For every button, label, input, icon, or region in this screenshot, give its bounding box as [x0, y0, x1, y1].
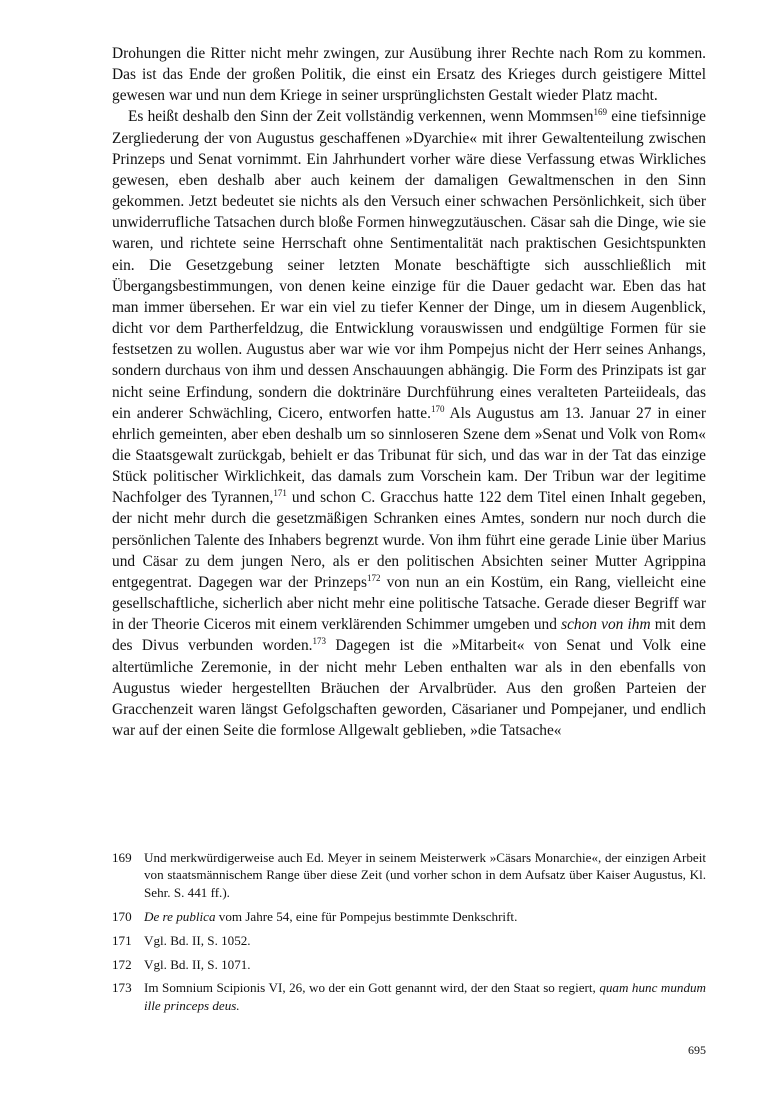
paragraph: Es heißt deshalb den Sinn der Zeit vollständig verkennen, wenn Mommsen$^{169}$ eine tiefsinnige Zergliederung der von Augustus geschaffenen »Dyarchie« mit ihrer Gewaltenteilung zwischen Prinzeps und Senat vornimmt. Ein Jahrhundert vorher wäre diese Verfassung etwas Wirkliches gewesen, eben deshalb aber auch keinem der damaligen Gewaltmenschen in den Sinn gekommen. Jetzt bedeutet sie nichts als den Versuch einer schwachen Persönlichkeit, sich über unwiderrufliche Tatsachen durch bloße Formen hinwegzutäuschen. Cäsar sah die Dinge, wie sie waren, und richtete seine Herrschaft ohne Sentimentalität nach praktischen Gesichtspunkten ein. Die Gesetzgebung seiner letzten Monate beschäftigte sich ausschließlich mit Übergangsbestimmungen, von denen keine einzige für die Dauer gedacht war. Eben das hat man immer übersehen. Er war ein viel zu tiefer Kenner der Dinge, um in diesem Augenblick, dicht vor dem Partherfeldzug, die Entwicklung vorauswissen und endgültige Formen für sie festsetzen zu wollen. Augustus aber war wie vor ihm Pompejus nicht der Herr seines Anhangs, sondern durchaus von ihm und dessen Anschauungen abhängig. Die Form des Prinzipats ist gar nicht seine Erfindung, sondern die doktrinäre Durchführung eines veralteten Parteiideals, das ein anderer Schwächling, Cicero, entworfen hatte.$^{170}$ Als Augustus am 13. Januar 27 in einer ehrlich gemeinten, aber eben deshalb um so sinnloseren Szene dem »Senat und Volk von Rom« die Staatsgewalt zurückgab, behielt er das Tribunat für sich, und das war in der Tat das einzige Stück politischer Wirklichkeit, das damals zum Vorschein kam. Der Tribun war der legitime Nachfolger des Tyrannen,$^{171}$ und schon C. Gracchus hatte 122 dem Titel einen Inhalt gegeben, der nicht mehr durch die gesetzmäßigen Schranken eines Amtes, sondern nur noch durch die persönlichen Talente des Inhabers begrenzt wurde. Von ihm führt eine gerade Linie über Marius und Cäsar zu dem jungen Nero, als er den politischen Absichten seiner Mutter Agrippina entgegentrat. Dagegen war der Prinzeps$^{172}$ von nun an ein Kostüm, ein Rang, vielleicht eine gesellschaftliche, sicherlich aber nicht mehr eine politische Tatsache. Gerade dieser Begriff war in der Theorie Ciceros mit einem verklärenden Schimmer umgeben und schon von ihm mit dem des Divus verbunden worden.$^{173}$ Dagegen ist die »Mitarbeit« von Senat und Volk eine altertümliche Zeremonie, in der nicht mehr Leben enthalten war als in den ebenfalls von Augustus wieder hergestellten Bräuchen der Arvalbrüder. Aus den großen Parteien der Gracchenzeit waren längst Gefolgschaften geworden, Cäsarianer und Pompejaner, und endlich war auf der einen Seite die formlose Allgewalt geblieben, »die Tatsache«: [112, 107, 707, 739]
footnote-text: Vgl. Bd. II, S. 1052.: [144, 932, 251, 948]
footnote-ref: 173: [312, 636, 327, 647]
footnote: [112, 932, 706, 949]
footnote-text: De re publica vom Jahre 54, eine für Pompejus bestimmte Denkschrift.: [144, 908, 518, 924]
footnote-text: Im Somnium Scipionis VI, 26, wo der ein Gott genannt wird, der den Staat so regiert, quam hunc mundum ille princeps deus.: [144, 980, 706, 1013]
italic-text: De re publica: [144, 908, 216, 924]
footnote-number: 170: [112, 908, 132, 924]
italic-text: quam hunc mundum ille princeps deus.: [144, 980, 706, 1013]
italic-text: schon von ihm: [561, 616, 651, 634]
body-text: [112, 43, 706, 741]
footnote-number: 173: [112, 980, 132, 996]
paragraph: Drohungen die Ritter nicht mehr zwingen, zur Ausübung ihrer Rechte nach Rom zu kommen. Das ist das Ende der großen Politik, die einst ein Ersatz des Krieges durch geistigere Mittel gewesen war und nun dem Kriege in seiner ursprünglichsten Gestalt wieder Platz macht.: [112, 45, 706, 105]
footnote-number: 169: [112, 850, 132, 865]
footnote-ref: 172: [366, 572, 381, 583]
footnote-text: Vgl. Bd. II, S. 1071.: [144, 956, 251, 972]
footnote-ref: 170: [430, 403, 445, 414]
footnote: [112, 908, 706, 925]
footnote-ref: 171: [273, 488, 287, 499]
footnote: [112, 956, 706, 973]
footnote-ref: 169: [593, 107, 608, 118]
footnote-number: 172: [112, 956, 132, 972]
footnotes: [112, 849, 706, 1021]
footnote-text: Und merkwürdigerweise auch Ed. Meyer in seinem Meisterwerk »Cäsars Monarchie«, der einzigen Arbeit von staatsmännischem Range über diese Zeit (und vorher schon in dem Aufsatz über Kaiser Augustus, Kl. Sehr. S. 441 ff.).: [144, 850, 706, 900]
page-number: 695: [688, 1043, 706, 1057]
footnote: [112, 979, 706, 1014]
footnote: [112, 849, 706, 901]
footnote-number: 171: [112, 932, 132, 948]
